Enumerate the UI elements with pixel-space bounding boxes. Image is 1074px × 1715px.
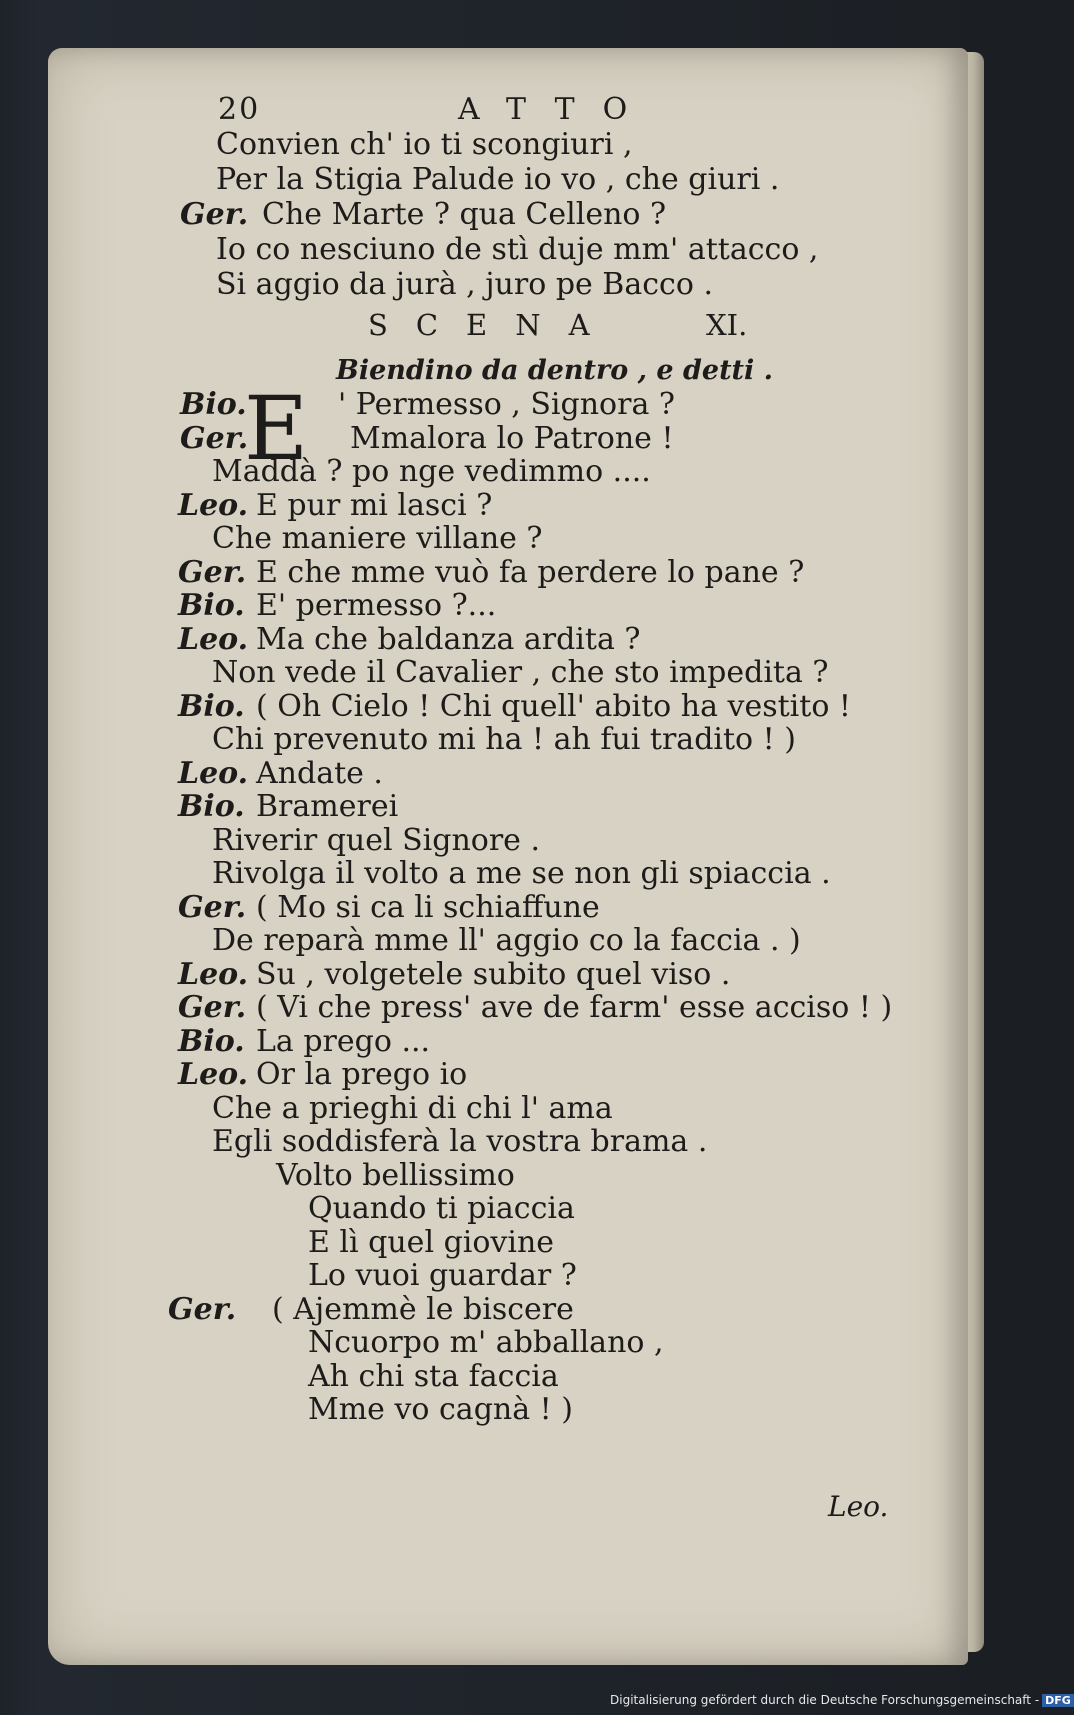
- verse-line: E' permesso ?...: [256, 588, 497, 623]
- verse-line: Che maniere villane ?: [212, 521, 543, 556]
- speaker-label: Leo.: [178, 1057, 249, 1092]
- verse-line: Or la prego io: [256, 1057, 468, 1092]
- verse-line: Mme vo cagnà ! ): [308, 1392, 573, 1427]
- speaker-label: Bio.: [180, 387, 247, 422]
- digitization-credit: [610, 1693, 1074, 1707]
- verse-line: Egli soddisferà la vostra brama .: [212, 1124, 708, 1159]
- verse-line: Bramerei: [256, 789, 399, 824]
- stage-direction: Biendino da dentro , e detti .: [336, 355, 774, 386]
- verse-line: Riverir quel Signore .: [212, 822, 541, 858]
- verse-line: ' Permesso , Signora ?: [338, 387, 675, 422]
- page-number: 20: [218, 92, 261, 127]
- verse-line: Lo vuoi guardar ?: [308, 1258, 577, 1293]
- speaker-label: Ger.: [178, 990, 247, 1025]
- speaker-label: Bio.: [178, 1023, 245, 1059]
- verse-line: Chi prevenuto mi ha ! ah fui tradito ! ): [212, 722, 796, 757]
- speaker-label: Leo.: [178, 956, 249, 992]
- speaker-label: Ger.: [178, 889, 247, 925]
- verse-line: Rivolga il volto a me se non gli spiaccia .: [212, 856, 831, 891]
- speaker-label: Bio.: [178, 688, 245, 724]
- verse-line: Maddà ? po nge vedimmo ....: [212, 454, 651, 489]
- running-title: ATTO: [458, 92, 656, 127]
- speaker-label: Leo.: [178, 487, 249, 523]
- verse-line: ( Ajemmè le biscere: [272, 1291, 574, 1327]
- verse-line: Su , volgetele subito quel viso .: [256, 956, 731, 992]
- speaker-label: Leo.: [178, 755, 249, 791]
- speaker-label: Leo.: [178, 621, 249, 657]
- verse-line: Ah chi sta faccia: [308, 1358, 559, 1394]
- verse-line: E pur mi lasci ?: [256, 487, 493, 523]
- verse-line: ( Oh Cielo ! Chi quell' abito ha vestito !: [256, 688, 851, 724]
- verse-line: De reparà mme ll' aggio co la faccia . ): [212, 923, 801, 958]
- verse-line: Che Marte ? qua Celleno ?: [262, 197, 667, 232]
- speaker-label: Ger.: [180, 197, 249, 232]
- credit-text: Digitalisierung gefördert durch die Deutsche Forschungsgemeinschaft -: [610, 1693, 1040, 1707]
- drop-cap: E: [244, 377, 309, 480]
- verse-line: Convien ch' io ti scongiuri ,: [216, 127, 633, 162]
- speaker-label: Ger.: [180, 420, 249, 456]
- verse-line: Io co nesciuno de stì duje mm' attacco ,: [216, 232, 819, 267]
- verse-line: Mmalora lo Patrone !: [350, 420, 674, 456]
- speaker-label: Ger.: [168, 1291, 237, 1327]
- verse-line: Per la Stigia Palude io vo , che giuri .: [216, 162, 780, 197]
- verse-line: E lì quel giovine: [308, 1224, 555, 1260]
- verse-line: Ncuorpo m' abballano ,: [308, 1325, 664, 1360]
- verse-line: La prego ...: [256, 1023, 431, 1059]
- verse-line: Volto bellissimo: [276, 1157, 515, 1193]
- speaker-label: Bio.: [178, 588, 245, 623]
- scene-title: SCENA: [368, 308, 618, 342]
- verse-line: E che mme vuò fa perdere lo pane ?: [256, 554, 805, 590]
- speaker-label: Ger.: [178, 554, 247, 590]
- verse-line: Andate .: [256, 755, 383, 791]
- verse-line: Si aggio da jurà , juro pe Bacco .: [216, 267, 713, 302]
- verse-line: Ma che baldanza ardita ?: [256, 621, 641, 657]
- catchword: Leo.: [828, 1490, 889, 1523]
- verse-line: Quando ti piaccia: [308, 1191, 575, 1226]
- verse-line: ( Mo si ca li schiaffune: [256, 889, 600, 925]
- verse-line: Non vede il Cavalier , che sto impedita ?: [212, 655, 829, 690]
- speaker-label: Bio.: [178, 789, 245, 824]
- verse-line: Che a prieghi di chi l' ama: [212, 1090, 613, 1126]
- dfg-logo: DFG: [1042, 1694, 1074, 1707]
- verse-line: ( Vi che press' ave de farm' esse acciso ! ): [256, 990, 893, 1025]
- scene-number: XI.: [706, 308, 748, 342]
